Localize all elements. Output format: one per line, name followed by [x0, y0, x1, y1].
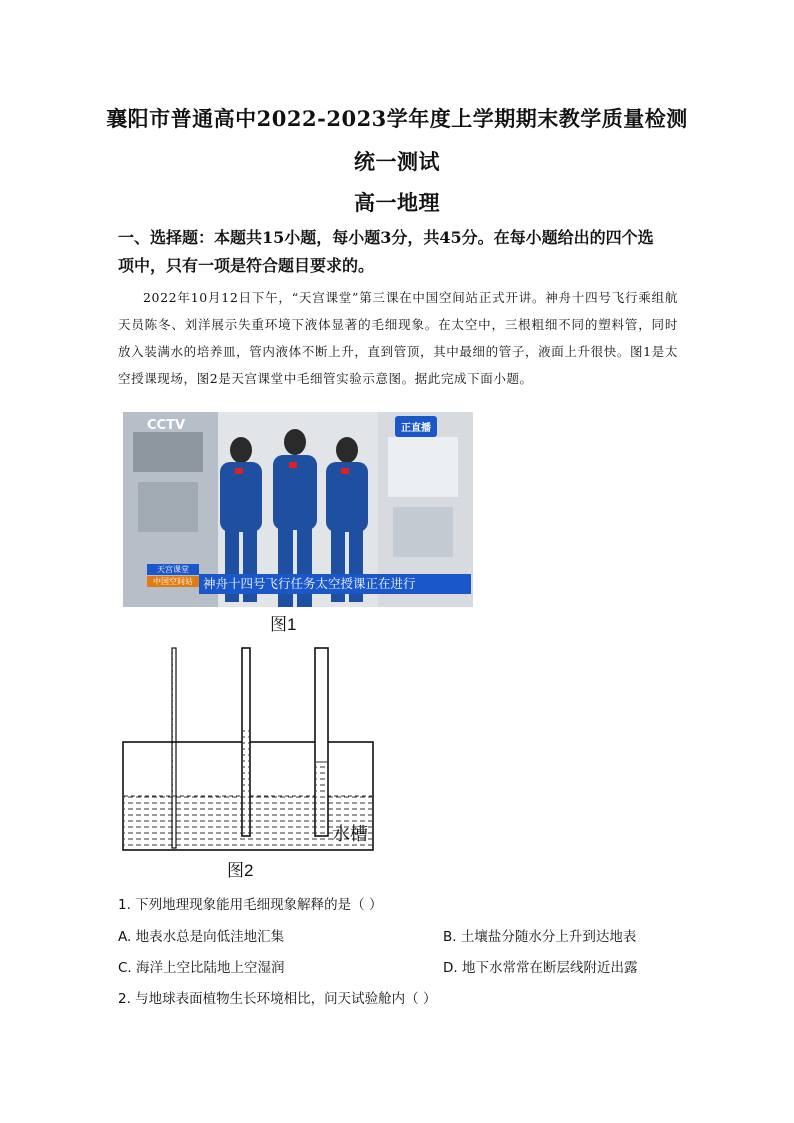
question-1-option-b: B. 土壤盐分随水分上升到达地表: [443, 929, 637, 945]
passage: [118, 284, 678, 392]
tank-label: 水槽: [332, 824, 368, 844]
exam-title-line2: 统一测试: [354, 149, 440, 174]
question-1-option-a: A. 地表水总是向低洼地汇集: [118, 929, 285, 945]
broadcast-caption: 神舟十四号飞行任务太空授课正在进行: [199, 574, 471, 594]
figure1-photo: [123, 412, 473, 607]
exam-title-line1: 襄阳市普通高中2022-2023学年度上学期期末教学质量检测: [106, 106, 688, 131]
figure1-label: 图1: [270, 615, 297, 634]
section-heading: [118, 224, 678, 280]
section-heading-line2: 项中，只有一项是符合题目要求的。: [118, 256, 375, 275]
subject-title: 高一地理: [354, 190, 440, 215]
question-1-option-c: C. 海洋上空比陆地上空湿润: [118, 960, 285, 976]
question-1-stem: 1. 下列地理现象能用毛细现象解释的是（ ）: [118, 897, 383, 913]
figure2-label: 图2: [227, 861, 254, 880]
passage-text: 2022年10月12日下午，“天宫课堂”第三课在中国空间站正式开讲。神舟十四号飞行乘组航天员陈冬、刘洋展示失重环境下液体显著的毛细现象。在太空中，三根粗细不同的塑料管，同时放入装满水的培养皿，管内液体不断上升，直到管顶，其中最细的管子，液面上升很快。图1是太空授课现场，图2是天宫课堂中毛细管实验示意图。据此完成下面小题。: [118, 290, 678, 386]
cctv-logo: CCTV: [147, 418, 186, 433]
corner-tag-bottom: 中国空间站: [147, 576, 199, 587]
corner-tag-top: 天宫课堂: [147, 564, 199, 575]
question-1-option-d: D. 地下水常常在断层线附近出露: [443, 960, 638, 976]
figure2-diagram: [120, 644, 380, 854]
live-badge: 正直播: [395, 416, 437, 437]
section-heading-line1: 一、选择题：本题共15小题，每小题3分，共45分。在每小题给出的四个选: [118, 228, 654, 247]
question-2-stem: 2. 与地球表面植物生长环境相比，问天试验舱内（ ）: [118, 991, 437, 1007]
